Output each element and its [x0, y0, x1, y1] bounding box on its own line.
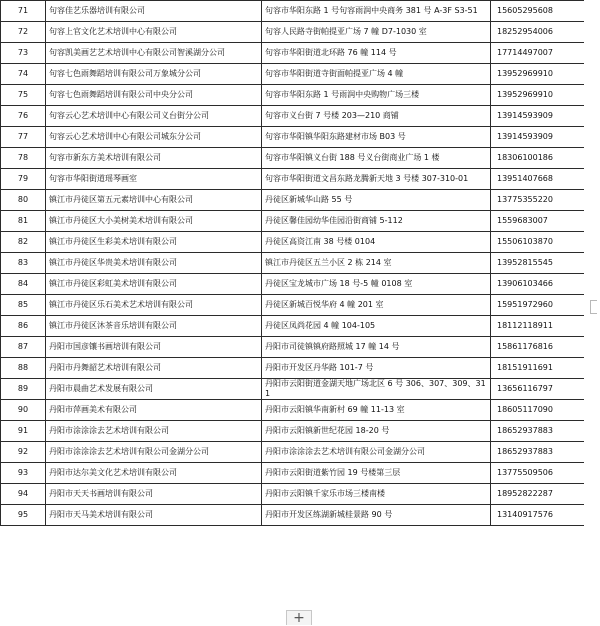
table-row: [1, 85, 585, 106]
company-name-cell[interactable]: 镇江市丹徒区大小美树美术培训有限公司: [46, 211, 262, 232]
company-name-cell[interactable]: 句容市新东方美术培训有限公司: [46, 148, 262, 169]
phone-cell[interactable]: 18252954006: [491, 22, 585, 43]
address-cell[interactable]: 丹徒区凤尚花园 4 幢 104-105: [262, 316, 491, 337]
table-row: [1, 274, 585, 295]
address-cell[interactable]: 句容市义台街 7 号楼 203—210 商铺: [262, 106, 491, 127]
row-number-cell[interactable]: 84: [1, 274, 46, 295]
row-number-cell[interactable]: 88: [1, 358, 46, 379]
address-cell[interactable]: 丹徒区新城百悦华府 4 幢 201 室: [262, 295, 491, 316]
phone-cell[interactable]: 1559683007: [491, 211, 585, 232]
row-number-cell[interactable]: 81: [1, 211, 46, 232]
address-cell[interactable]: 丹阳市司徒镇镇府路照城 17 幢 14 号: [262, 337, 491, 358]
row-number-cell[interactable]: 83: [1, 253, 46, 274]
address-cell[interactable]: 镇江市丹徒区五兰小区 2 栋 214 室: [262, 253, 491, 274]
phone-cell[interactable]: 15951972960: [491, 295, 585, 316]
phone-cell[interactable]: 17714497007: [491, 43, 585, 64]
row-number-cell[interactable]: 93: [1, 463, 46, 484]
phone-cell[interactable]: 13775509506: [491, 463, 585, 484]
row-number-cell[interactable]: 80: [1, 190, 46, 211]
row-number-cell[interactable]: 95: [1, 505, 46, 526]
phone-cell[interactable]: 18151911691: [491, 358, 585, 379]
table-row: [1, 337, 585, 358]
phone-cell[interactable]: 13914593909: [491, 106, 585, 127]
company-name-cell[interactable]: 丹阳市涂涂涂去艺术培训有限公司金湖分公司: [46, 442, 262, 463]
phone-cell[interactable]: 18306100186: [491, 148, 585, 169]
phone-cell[interactable]: 15605295608: [491, 1, 585, 22]
row-resize-marker: [590, 300, 597, 314]
table-row: [1, 295, 585, 316]
company-name-cell[interactable]: 镇江市丹徒区生彩美术培训有限公司: [46, 232, 262, 253]
row-number-cell[interactable]: 78: [1, 148, 46, 169]
table-row: [1, 232, 585, 253]
address-cell[interactable]: 丹徒区高资江南 38 号楼 0104: [262, 232, 491, 253]
address-cell[interactable]: 丹徒区新城华山路 55 号: [262, 190, 491, 211]
company-name-cell[interactable]: 句容七色雨舞蹈培训有限公司万象城分公司: [46, 64, 262, 85]
table-row: [1, 43, 585, 64]
address-cell[interactable]: 句容市华阳镇义台街 188 号义台街商业广场 1 楼: [262, 148, 491, 169]
table-row: [1, 22, 585, 43]
row-number-cell[interactable]: 86: [1, 316, 46, 337]
company-name-cell[interactable]: 镇江市丹徒区沐茶音乐培训有限公司: [46, 316, 262, 337]
row-number-cell[interactable]: 94: [1, 484, 46, 505]
table-row: [1, 190, 585, 211]
table-row: [1, 400, 585, 421]
phone-cell[interactable]: 18952822287: [491, 484, 585, 505]
row-number-cell[interactable]: 74: [1, 64, 46, 85]
table-row: [1, 211, 585, 232]
company-name-cell[interactable]: 句容佳艺乐器培训有限公司: [46, 1, 262, 22]
phone-cell[interactable]: 18605117090: [491, 400, 585, 421]
address-cell[interactable]: 丹阳市开发区丹华路 101-7 号: [262, 358, 491, 379]
phone-cell[interactable]: 13656116797: [491, 379, 585, 400]
phone-cell[interactable]: 13952969910: [491, 64, 585, 85]
table-row: [1, 505, 585, 526]
table-row: [1, 169, 585, 190]
row-number-cell[interactable]: 73: [1, 43, 46, 64]
table-row: [1, 1, 585, 22]
row-number-cell[interactable]: 77: [1, 127, 46, 148]
address-cell[interactable]: 丹阳市开发区练湖新城桂景路 90 号: [262, 505, 491, 526]
address-cell[interactable]: 丹阳市涂涂涂去艺术培训有限公司金湖分公司: [262, 442, 491, 463]
company-name-cell[interactable]: 丹阳市天天书画培训有限公司: [46, 484, 262, 505]
add-sheet-button[interactable]: [286, 610, 312, 625]
table-row: [1, 358, 585, 379]
company-name-cell[interactable]: 镇江市丹徒区乐石美术艺术培训有限公司: [46, 295, 262, 316]
company-name-cell[interactable]: 丹阳市涂涂涂去艺术培训有限公司: [46, 421, 262, 442]
table-row: [1, 379, 585, 400]
company-name-cell[interactable]: 镇江市丹徒区华贵美术培训有限公司: [46, 253, 262, 274]
phone-cell[interactable]: 13906103466: [491, 274, 585, 295]
phone-cell[interactable]: 13140917576: [491, 505, 585, 526]
row-number-cell[interactable]: 92: [1, 442, 46, 463]
address-cell[interactable]: 丹阳市云阳街道金湖天地广场北区 6 号 306、307、309、311: [262, 379, 491, 400]
row-number-cell[interactable]: 75: [1, 85, 46, 106]
phone-cell[interactable]: 13952815545: [491, 253, 585, 274]
phone-cell[interactable]: 15861176816: [491, 337, 585, 358]
table-row: [1, 106, 585, 127]
company-name-cell[interactable]: 句容云心艺术培训中心有限公司义台街分公司: [46, 106, 262, 127]
address-cell[interactable]: 丹徒区馨佳园幼华佳园沿街商铺 5-112: [262, 211, 491, 232]
table-row: [1, 421, 585, 442]
company-name-cell[interactable]: 句容凯美画艺艺术培训中心有限公司智溪湖分公司: [46, 43, 262, 64]
table-body: [1, 1, 585, 526]
table-row: [1, 64, 585, 85]
address-cell[interactable]: 句容市华阳镇华阳东路建材市场 B03 号: [262, 127, 491, 148]
address-cell[interactable]: 句容市华阳街道寺街面帕提亚广场 4 幢: [262, 64, 491, 85]
address-cell[interactable]: 丹阳市云阳镇千家乐市场三楼南楼: [262, 484, 491, 505]
company-name-cell[interactable]: 丹阳市萍画美术有限公司: [46, 400, 262, 421]
table-row: [1, 148, 585, 169]
row-number-cell[interactable]: 82: [1, 232, 46, 253]
address-cell[interactable]: 句容市华阳东路 1 号雨润中央购物广场三楼: [262, 85, 491, 106]
right-scroll-rail[interactable]: [584, 0, 600, 609]
company-name-cell[interactable]: 镇江市丹徒区第五元素培训中心有限公司: [46, 190, 262, 211]
company-name-cell[interactable]: 丹阳市天马美术培训有限公司: [46, 505, 262, 526]
row-number-cell[interactable]: 79: [1, 169, 46, 190]
phone-cell[interactable]: 15506103870: [491, 232, 585, 253]
phone-cell[interactable]: 13914593909: [491, 127, 585, 148]
row-number-cell[interactable]: 90: [1, 400, 46, 421]
table-row: [1, 463, 585, 484]
table-row: [1, 127, 585, 148]
row-number-cell[interactable]: 85: [1, 295, 46, 316]
row-number-cell[interactable]: 87: [1, 337, 46, 358]
address-cell[interactable]: 句容市华阳东路 1 号句容雨润中央商务 381 号 A-3F S3-51: [262, 1, 491, 22]
table-row: [1, 442, 585, 463]
phone-cell[interactable]: 13952969910: [491, 85, 585, 106]
company-name-cell[interactable]: 句容云心艺术培训中心有限公司城东分公司: [46, 127, 262, 148]
company-name-cell[interactable]: 句容上官文化艺术培训中心有限公司: [46, 22, 262, 43]
address-cell[interactable]: 句容人民路寺街帕提亚广场 7 幢 D7-1030 室: [262, 22, 491, 43]
row-number-cell[interactable]: 76: [1, 106, 46, 127]
phone-cell[interactable]: 18112118911: [491, 316, 585, 337]
table-row: [1, 316, 585, 337]
phone-cell[interactable]: 18652937883: [491, 442, 585, 463]
plus-icon: +: [293, 610, 305, 626]
company-name-cell[interactable]: 镇江市丹徒区彩虹美术培训有限公司: [46, 274, 262, 295]
company-name-cell[interactable]: 丹阳市晨曲艺术发展有限公司: [46, 379, 262, 400]
phone-cell[interactable]: 13775355220: [491, 190, 585, 211]
company-name-cell[interactable]: 丹阳市达尔美文化艺术培训有限公司: [46, 463, 262, 484]
phone-cell[interactable]: 18652937883: [491, 421, 585, 442]
row-number-cell[interactable]: 91: [1, 421, 46, 442]
address-cell[interactable]: 丹阳市云阳镇新世纪花园 18-20 号: [262, 421, 491, 442]
row-number-cell[interactable]: 89: [1, 379, 46, 400]
table-row: [1, 253, 585, 274]
phone-cell[interactable]: 13951407668: [491, 169, 585, 190]
address-cell[interactable]: 句容市华阳街道文昌东路龙腾新天地 3 号楼 307-310-01: [262, 169, 491, 190]
address-cell[interactable]: 丹阳市云阳镇华南新村 69 幢 11-13 室: [262, 400, 491, 421]
row-number-cell[interactable]: 72: [1, 22, 46, 43]
address-cell[interactable]: 丹徒区宝龙城市广场 18 号-5 幢 0108 室: [262, 274, 491, 295]
company-name-cell[interactable]: 句容市华阳街道瑶琴画室: [46, 169, 262, 190]
company-name-cell[interactable]: 丹阳市国彦镶书画培训有限公司: [46, 337, 262, 358]
table-row: [1, 484, 585, 505]
address-cell[interactable]: 丹阳市云阳街道紫竹园 19 号楼第三层: [262, 463, 491, 484]
row-number-cell[interactable]: 71: [1, 1, 46, 22]
company-name-cell[interactable]: 句容七色雨舞蹈培训有限公司中央分公司: [46, 85, 262, 106]
company-name-cell[interactable]: 丹阳市丹舞韶艺术培训有限公司: [46, 358, 262, 379]
address-cell[interactable]: 句容市华阳街道北环路 76 幢 114 号: [262, 43, 491, 64]
